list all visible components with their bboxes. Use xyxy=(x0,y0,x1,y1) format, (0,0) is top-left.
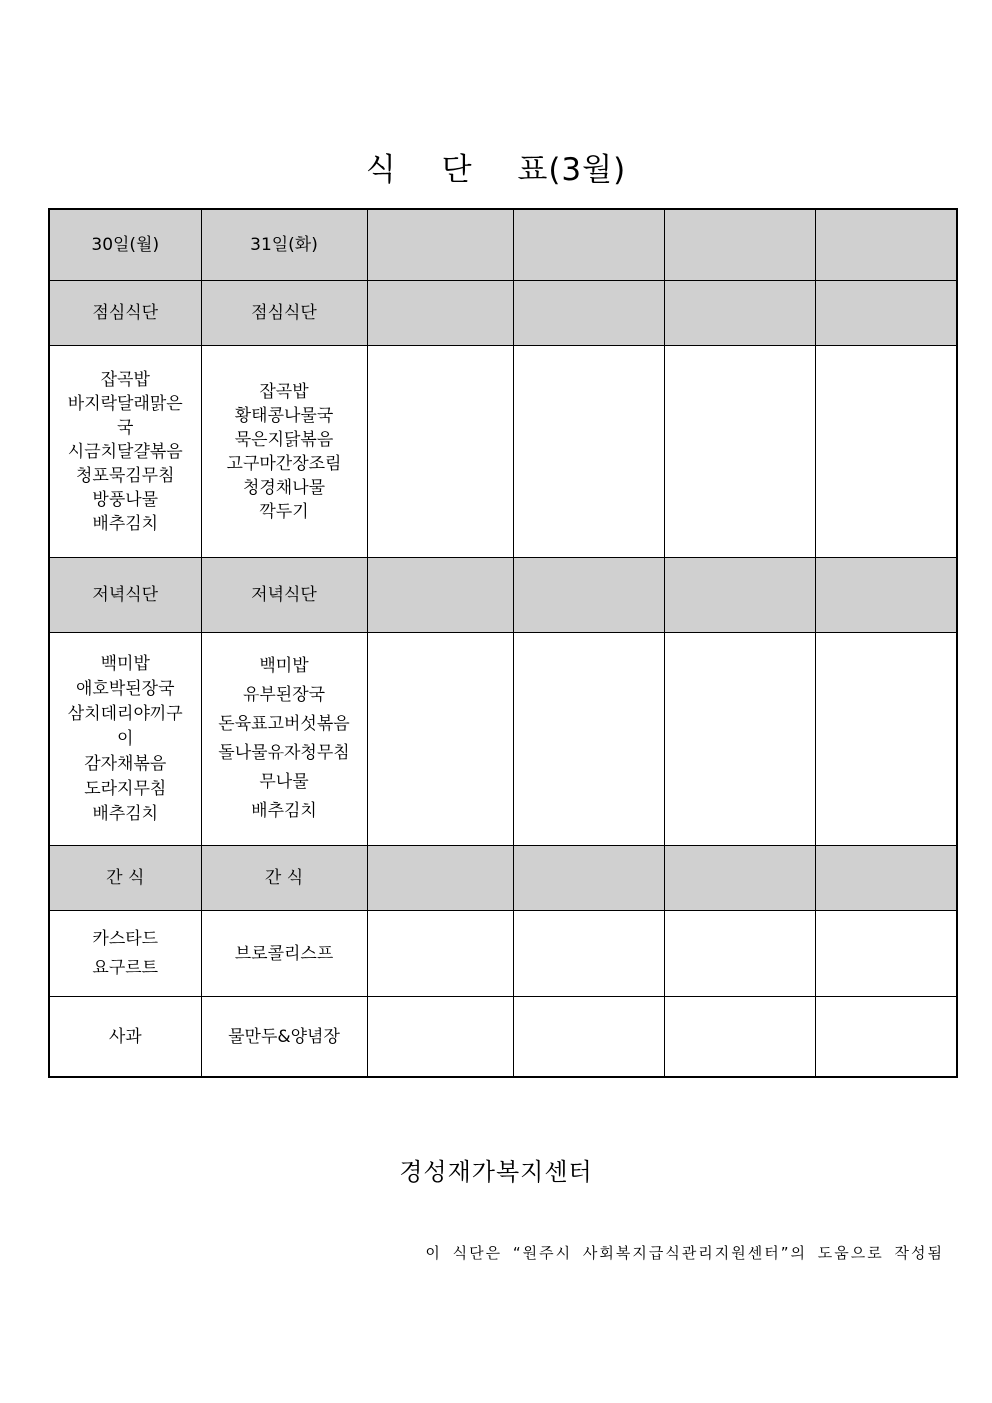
snack-label-day2: 간 식 xyxy=(201,846,367,911)
dinner-label-day1: 저녁식단 xyxy=(49,558,201,633)
menu-item: 묵은지닭볶음 xyxy=(234,429,334,450)
menu-item: 청경채나물 xyxy=(242,477,326,498)
empty-cell xyxy=(513,633,664,846)
empty-cell xyxy=(367,558,513,633)
empty-cell xyxy=(367,209,513,281)
empty-cell xyxy=(815,209,957,281)
dinner-menu-day1 xyxy=(49,633,201,846)
menu-item: 무나물 xyxy=(259,772,309,792)
empty-cell xyxy=(815,911,957,997)
empty-cell xyxy=(513,846,664,911)
menu-table xyxy=(48,208,958,1078)
menu-item: 시금치달걀볶음 xyxy=(67,441,183,462)
dinner-menu-row xyxy=(49,633,957,846)
empty-cell xyxy=(367,281,513,346)
empty-cell xyxy=(815,558,957,633)
dinner-label-day2: 저녁식단 xyxy=(201,558,367,633)
menu-item: 도라지무침 xyxy=(84,778,167,799)
empty-cell xyxy=(664,911,815,997)
empty-cell xyxy=(367,997,513,1078)
empty-cell xyxy=(815,633,957,846)
menu-item: 깍두기 xyxy=(259,501,309,522)
snack-label-day1: 간 식 xyxy=(49,846,201,911)
menu-item: 배추김치 xyxy=(251,801,317,821)
snack2-day1: 사과 xyxy=(49,997,201,1078)
date-header-row xyxy=(49,209,957,281)
lunch-menu-row xyxy=(49,346,957,558)
snack-menu-row-2 xyxy=(49,997,957,1078)
menu-item: 잡곡밥 xyxy=(259,381,309,402)
menu-item: 돈육표고버섯볶음 xyxy=(218,714,350,734)
lunch-label-row xyxy=(49,281,957,346)
menu-item: 백미밥 xyxy=(259,656,309,676)
empty-cell xyxy=(513,558,664,633)
empty-cell xyxy=(513,997,664,1078)
footnote: 이 식단은 “원주시 사회복지급식관리지원센터”의 도움으로 작성됨 xyxy=(425,1244,944,1262)
menu-item: 바지락달래맑은 xyxy=(67,393,183,414)
empty-cell xyxy=(815,997,957,1078)
menu-item: 국 xyxy=(117,417,134,438)
snack1-day2 xyxy=(201,911,367,997)
empty-cell xyxy=(815,346,957,558)
menu-item: 백미밥 xyxy=(100,653,150,674)
empty-cell xyxy=(664,209,815,281)
empty-cell xyxy=(664,846,815,911)
menu-item: 애호박된장국 xyxy=(75,678,175,699)
empty-cell xyxy=(513,346,664,558)
center-name: 경성재가복지센터 xyxy=(399,1158,593,1186)
empty-cell xyxy=(367,846,513,911)
menu-item: 이 xyxy=(117,728,134,749)
snack-menu-row-1 xyxy=(49,911,957,997)
empty-cell xyxy=(513,911,664,997)
menu-item: 고구마간장조림 xyxy=(226,453,342,474)
empty-cell xyxy=(664,997,815,1078)
date-header-day2: 31일(화) xyxy=(201,209,367,281)
menu-item: 감자채볶음 xyxy=(84,753,167,774)
menu-item: 삼치데리야끼구 xyxy=(67,703,183,724)
date-header-day1: 30일(월) xyxy=(49,209,201,281)
empty-cell xyxy=(513,281,664,346)
snack-label-row xyxy=(49,846,957,911)
snack1-day1 xyxy=(49,911,201,997)
menu-item: 유부된장국 xyxy=(242,685,326,705)
lunch-menu-day1 xyxy=(49,346,201,558)
menu-item: 황태콩나물국 xyxy=(234,405,334,426)
lunch-menu-day2 xyxy=(201,346,367,558)
menu-item: 잡곡밥 xyxy=(100,369,150,390)
menu-item: 배추김치 xyxy=(92,803,159,824)
page-title: 식 단 표(3월) xyxy=(365,152,627,188)
empty-cell xyxy=(664,281,815,346)
dinner-label-row xyxy=(49,558,957,633)
menu-item: 배추김치 xyxy=(92,513,159,534)
menu-item: 돌나물유자청무침 xyxy=(218,743,350,763)
empty-cell xyxy=(664,558,815,633)
empty-cell xyxy=(513,209,664,281)
empty-cell xyxy=(367,346,513,558)
menu-item: 방풍나물 xyxy=(92,489,159,510)
snack2-day2: 물만두&양념장 xyxy=(201,997,367,1078)
lunch-label-day2: 점심식단 xyxy=(201,281,367,346)
empty-cell xyxy=(367,911,513,997)
menu-item: 카스타드 xyxy=(92,928,159,949)
menu-item: 청포묵김무침 xyxy=(75,465,175,486)
lunch-label-day1: 점심식단 xyxy=(49,281,201,346)
dinner-menu-day2 xyxy=(201,633,367,846)
empty-cell xyxy=(815,846,957,911)
empty-cell xyxy=(664,633,815,846)
empty-cell xyxy=(815,281,957,346)
menu-item: 브로콜리스프 xyxy=(234,943,334,964)
menu-item: 요구르트 xyxy=(92,957,159,978)
empty-cell xyxy=(367,633,513,846)
empty-cell xyxy=(664,346,815,558)
